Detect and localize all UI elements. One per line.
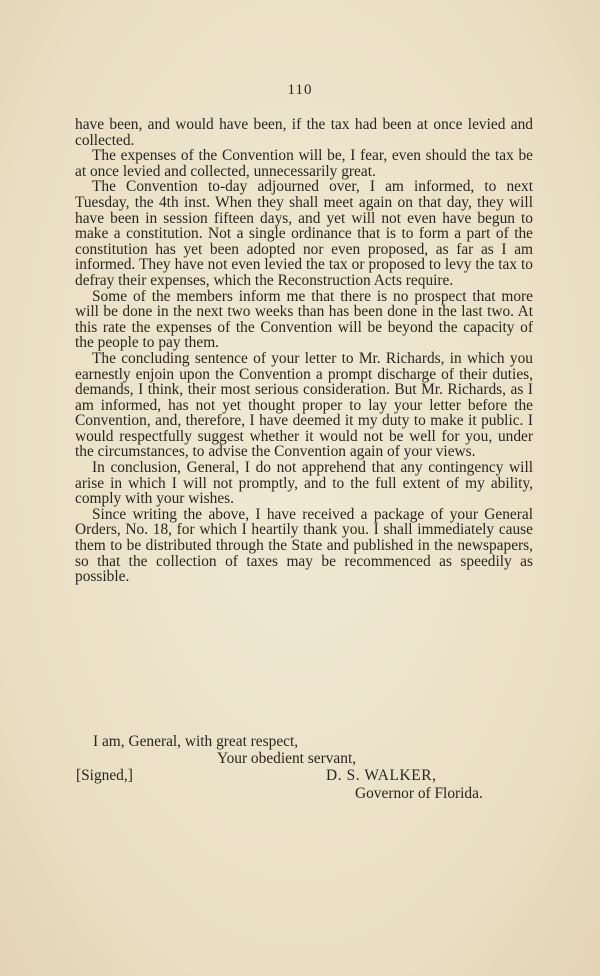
- closing-servant: Your obedient servant,: [217, 750, 357, 767]
- paragraph-letter-richards: The concluding sentence of your letter to Mr. Richards, in which you earnestly enjoin upon the Convention a prompt discharge of their duties, demands, I think, their most serious consideration. But Mr. Richards, as I am informed, has not yet thought proper to lay your letter before the Convention, and, therefore, I have deemed it my duty to make it public. I would respectfully suggest whether it would not be well for you, under the circumstances, to advise the Convention again of your views.: [75, 349, 533, 461]
- letter-body: [75, 117, 533, 585]
- closing-respect: I am, General, with great respect,: [93, 733, 299, 750]
- paragraph-adjournment: The Convention to-day adjourned over, I am informed, to next Tuesday, the 4th inst. When they shall meet again on that day, they will have been in session fifteen days, and yet will not even have begun to make a constitution. Not a single ordinance that is to form a part of the constitution has yet been adopted nor even proposed, as far as I am informed. They have not even levied the tax or proposed to levy the tax to defray their expenses, which the Reconstruction Acts require.: [75, 178, 533, 289]
- signed-marker: [Signed,]: [76, 767, 133, 784]
- paragraph-postscript: Since writing the above, I have received a package of your General Orders, No. 18, for which I heartily thank you. I shall immediately cause them to be distributed through the State and published in the newspapers, so that the collection of taxes may be recommenced as speedily as possible.: [75, 505, 533, 586]
- paragraph-expenses: The expenses of the Convention will be, I fear, even should the tax be at once levied and collected, unnecessarily great.: [75, 147, 533, 180]
- paragraph-continuation: have been, and would have been, if the tax had been at once levied and collected.: [75, 116, 533, 149]
- paragraph-prospect: Some of the members inform me that there is no prospect that more will be done in the next two weeks than has been done in the last two. At this rate the expenses of the Convention will be beyond the capacity of the people to pay them.: [75, 287, 533, 352]
- page-number: 110: [287, 82, 313, 98]
- paragraph-conclusion: In conclusion, General, I do not apprehend that any contingency will arise in which I will not promptly, and to the full extent of my ability, comply with your wishes.: [75, 459, 533, 508]
- signatory-name: D. S. WALKER,: [326, 767, 437, 784]
- signatory-title: Governor of Florida.: [355, 785, 483, 802]
